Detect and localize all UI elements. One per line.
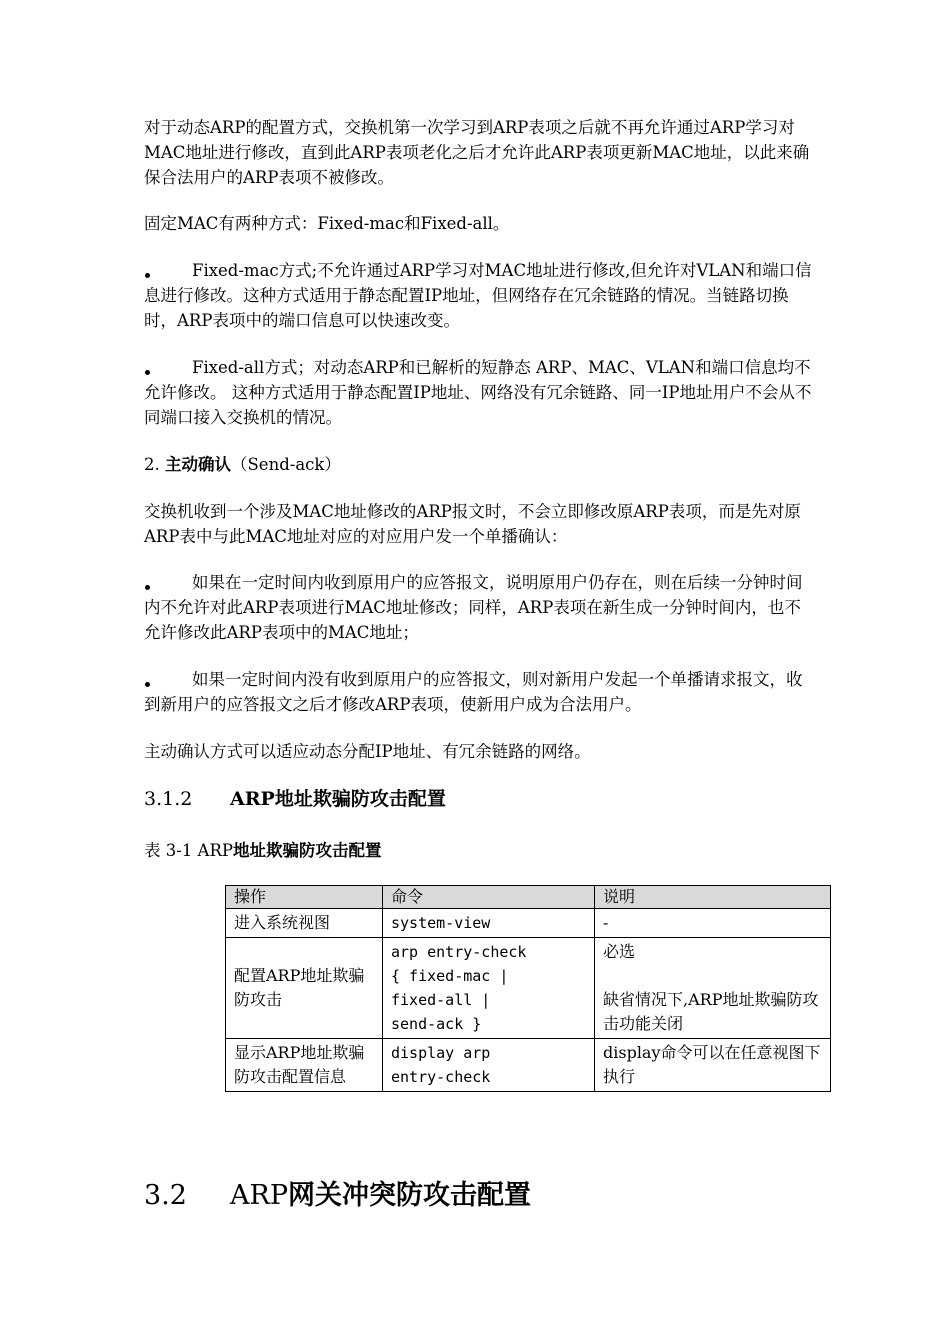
- bullet-text: 如果在一定时间内收到原用户的应答报文，说明原用户仍存在，则在后续一分钟时间内不允许对此ARP表项进行MAC地址修改；同样，ARP表项在新生成一分钟时间内，也不允许修改此ARP表项中的MAC地址；: [144, 573, 803, 642]
- bullet-response-not-received: [144, 667, 812, 717]
- heading-bold: 主动确认: [165, 455, 231, 474]
- bullet-dot-icon: [145, 273, 150, 278]
- caption-prefix: 表 3-1 ARP: [144, 841, 234, 860]
- description-line: 缺省情况下,ARP地址欺骗防攻击功能关闭: [603, 990, 819, 1033]
- bullet-text: Fixed-all方式；对动态ARP和已解析的短静态 ARP、MAC、VLAN和端口信息均不允许修改。 这种方式适用于静态配置IP地址、网络没有冗余链路、同一IP地址用户不会从不同端口接入交换机的情况。: [144, 358, 812, 427]
- bullet-response-received: [144, 570, 812, 645]
- table-caption: [144, 838, 382, 863]
- heading-rest: （Send-ack）: [231, 455, 341, 474]
- bullet-text: 如果一定时间内没有收到原用户的应答报文，则对新用户发起一个单播请求报文，收到新用户的应答报文之后才修改ARP表项，使新用户成为合法用户。: [144, 670, 803, 714]
- command-line: display arp: [391, 1044, 491, 1062]
- table-header-row: [226, 886, 831, 909]
- cell-operation: 进入系统视图: [226, 909, 383, 938]
- command-line: { fixed-mac |: [391, 967, 509, 985]
- header-command: 命令: [383, 886, 595, 909]
- command-line: send-ack }: [391, 1015, 482, 1033]
- bullet-dot-icon: [145, 682, 150, 687]
- cell-description: [595, 938, 831, 1039]
- fixed-mac-intro-paragraph: 固定MAC有两种方式：Fixed-mac和Fixed-all。: [144, 214, 510, 233]
- bullet-fixed-all: [144, 355, 812, 430]
- section-title: 网关冲突防攻击配置: [288, 1180, 531, 1211]
- header-operation: 操作: [226, 886, 383, 909]
- config-table: [225, 885, 831, 1092]
- send-ack-intro-paragraph: 交换机收到一个涉及MAC地址修改的ARP报文时，不会立即修改原ARP表项，而是先对原ARP表中与此MAC地址对应的对应用户发一个单播确认：: [144, 502, 801, 546]
- cell-command: [383, 1039, 595, 1092]
- command-line: entry-check: [391, 1068, 491, 1086]
- table-row: [226, 1039, 831, 1092]
- bullet-text: Fixed-mac方式;不允许通过ARP学习对MAC地址进行修改,但允许对VLAN和端口信息进行修改。这种方式适用于静态配置IP地址，但网络存在冗余链路的情况。当链路切换时，ARP表项中的端口信息可以快速改变。: [144, 261, 812, 330]
- cell-operation: 显示ARP地址欺骗防攻击配置信息: [226, 1039, 383, 1092]
- send-ack-summary-paragraph: 主动确认方式可以适应动态分配IP地址、有冗余链路的网络。: [144, 742, 591, 761]
- description-line: 必选: [603, 942, 636, 961]
- bullet-fixed-mac: [144, 258, 812, 333]
- section-number: 3.1.2: [144, 788, 193, 810]
- cell-description: -: [595, 909, 831, 938]
- heading-number: 2.: [144, 455, 160, 474]
- header-description: 说明: [595, 886, 831, 909]
- section-heading-3-1-2: [144, 786, 446, 812]
- section-title-prefix: ARP: [230, 1180, 288, 1211]
- section-heading-3-2: [144, 1178, 531, 1214]
- section-title: ARP地址欺骗防攻击配置: [230, 788, 446, 810]
- command-line: fixed-all |: [391, 991, 491, 1009]
- cell-operation: 配置ARP地址欺骗防攻击: [226, 938, 383, 1039]
- cell-description: display命令可以在任意视图下执行: [595, 1039, 831, 1092]
- command-line: arp entry-check: [391, 943, 527, 961]
- caption-bold: 地址欺骗防攻击配置: [233, 841, 382, 860]
- cell-command: system-view: [383, 909, 595, 938]
- table-row: [226, 909, 831, 938]
- cell-command: [383, 938, 595, 1039]
- bullet-dot-icon: [145, 585, 150, 590]
- intro-paragraph: 对于动态ARP的配置方式，交换机第一次学习到ARP表项之后就不再允许通过ARP学习对MAC地址进行修改，直到此ARP表项老化之后才允许此ARP表项更新MAC地址，以此来确保合法用户的ARP表项不被修改。: [144, 118, 810, 187]
- description-spacer: [603, 964, 822, 988]
- send-ack-heading: [144, 452, 812, 477]
- bullet-dot-icon: [145, 370, 150, 375]
- section-number: 3.2: [144, 1180, 187, 1211]
- table-row: [226, 938, 831, 1039]
